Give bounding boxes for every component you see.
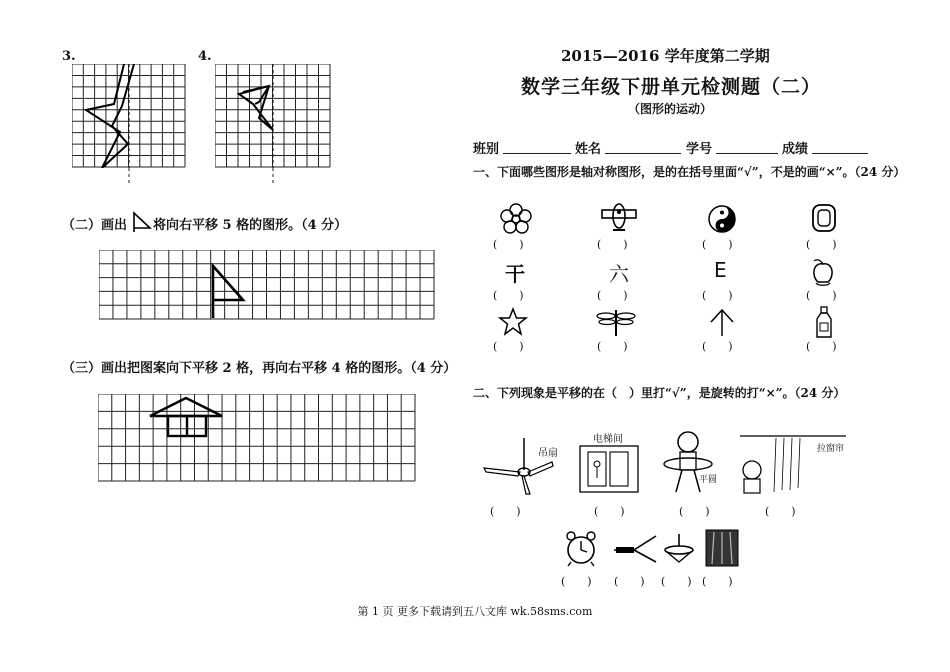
dragonfly-icon (596, 306, 636, 338)
revolving-door-icon (704, 528, 740, 568)
hoop-label: 平圆 (699, 475, 718, 485)
class-label: 班别 (473, 142, 500, 157)
name-field[interactable] (605, 153, 681, 154)
child-hoop-icon (660, 430, 720, 496)
q4-label: 4. (198, 49, 212, 64)
airplane-icon (600, 200, 638, 236)
q2-blank-3[interactable]: ( ) (679, 505, 710, 518)
flower-icon (500, 203, 532, 235)
q1-blank-4[interactable]: ( ) (806, 238, 837, 251)
elevator-label: 电梯间 (593, 434, 623, 445)
id-field[interactable] (716, 153, 778, 154)
page-footer: 第 1 页 更多下载请到五八文库 wk.58sms.com (357, 605, 593, 618)
section2-suffix: 将向右平移 5 格的图形。（4 分） (153, 218, 348, 233)
q1-blank-1[interactable]: ( ) (493, 238, 524, 251)
star-icon (498, 307, 528, 337)
class-field[interactable] (503, 153, 571, 154)
curtain-label: 拉窗帘 (817, 444, 845, 454)
arrow-up-icon (708, 306, 736, 338)
q1-blank-7[interactable]: ( ) (702, 289, 733, 302)
q1-blank-10[interactable]: ( ) (597, 340, 628, 353)
q1-blank-9[interactable]: ( ) (493, 340, 524, 353)
section2-prefix: （二）画出 (62, 218, 128, 233)
name-label: 姓名 (575, 142, 602, 157)
q2-blank-4[interactable]: ( ) (765, 505, 796, 518)
flag-triangle-icon (130, 210, 154, 234)
curtain-icon (736, 430, 850, 496)
grid-section2 (99, 250, 435, 320)
elevator-icon (576, 442, 642, 494)
bottle-icon (814, 305, 834, 339)
q2-blank-2[interactable]: ( ) (594, 505, 625, 518)
score-label: 成绩 (782, 142, 809, 157)
char-gan: 干 (505, 262, 525, 286)
q1-text: 一、下面哪些图形是轴对称图形，是的在括号里面“√”，不是的画“×”。（24 分） (473, 165, 906, 179)
q3-label: 3. (62, 49, 76, 64)
q1-blank-8[interactable]: ( ) (806, 289, 837, 302)
alarm-clock-icon (563, 530, 599, 568)
spinning-top-icon (662, 532, 696, 566)
score-field[interactable] (812, 153, 868, 154)
q1-blank-5[interactable]: ( ) (493, 289, 524, 302)
grid-section3 (98, 394, 416, 482)
q2-blank-5[interactable]: ( ) (561, 575, 592, 588)
q2-blank-7[interactable]: ( ) (661, 575, 692, 588)
q2-blank-1[interactable]: ( ) (490, 505, 521, 518)
grid-q4 (215, 64, 331, 168)
yin-yang-icon (707, 204, 737, 234)
zipper-icon (612, 532, 658, 566)
q1-blank-11[interactable]: ( ) (702, 340, 733, 353)
q1-blank-3[interactable]: ( ) (702, 238, 733, 251)
q1-blank-12[interactable]: ( ) (806, 340, 837, 353)
grid-q3 (72, 64, 186, 168)
section3-text: （三）画出把图案向下平移 2 格，再向右平移 4 格的图形。（4 分） (62, 361, 457, 376)
q1-blank-6[interactable]: ( ) (597, 289, 628, 302)
q2-text: 二、下列现象是平移的在（ ）里打“√”，是旋转的打“×”。（24 分） (473, 386, 846, 400)
q1-blank-2[interactable]: ( ) (597, 238, 628, 251)
peach-icon (808, 254, 838, 288)
fan-label: 吊扇 (538, 448, 558, 459)
rounded-rect-icon (810, 202, 838, 234)
q2-blank-6[interactable]: ( ) (614, 575, 645, 588)
letter-e: E (714, 258, 727, 282)
id-label: 学号 (686, 142, 713, 157)
exam-year: 2015—2016 学年度第二学期 (561, 47, 770, 65)
exam-subtitle: （图形的运动） (628, 102, 713, 116)
exam-title: 数学三年级下册单元检测题（二） (521, 76, 822, 98)
q2-blank-8[interactable]: ( ) (702, 575, 733, 588)
char-liu: 六 (609, 262, 629, 286)
